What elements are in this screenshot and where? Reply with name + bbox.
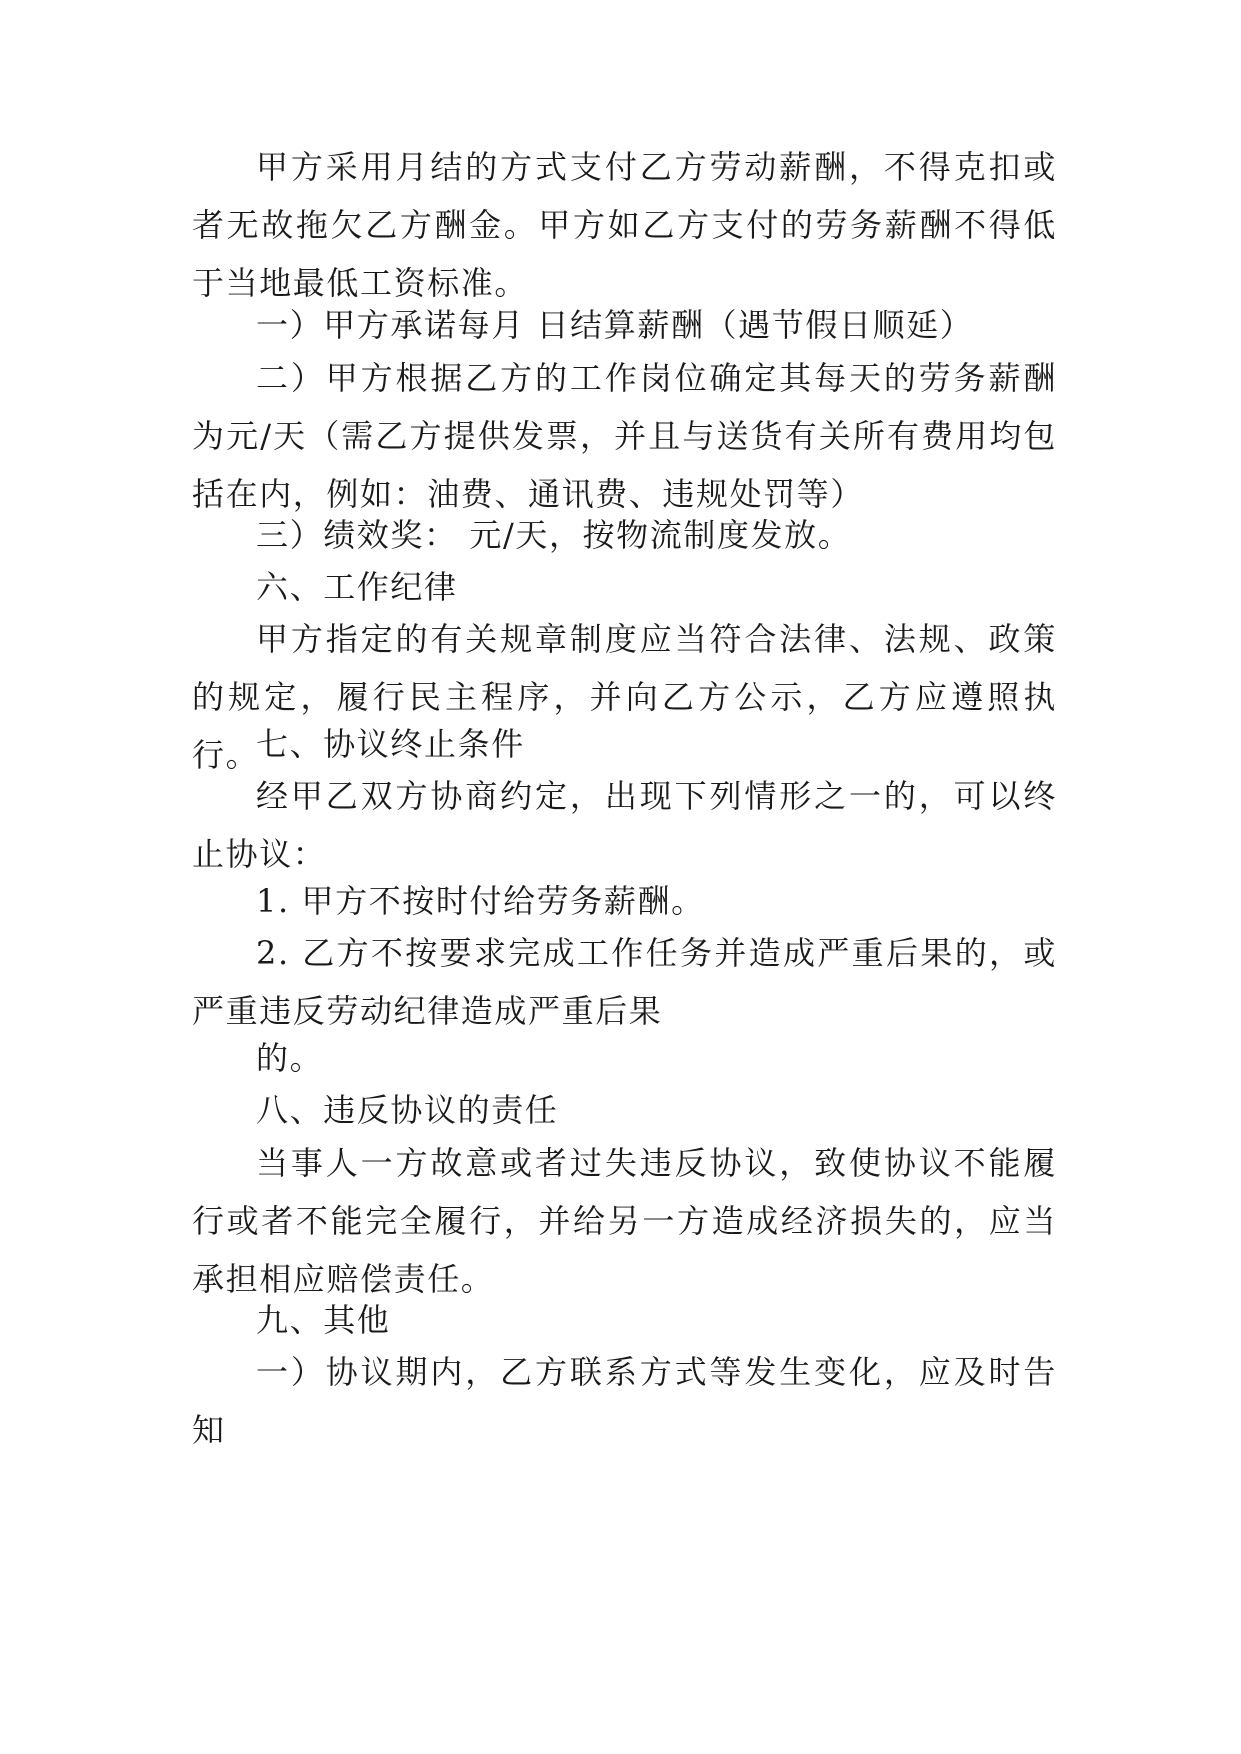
list-item-termination-1: 1. 甲方不按时付给劳务薪酬。 <box>256 882 705 920</box>
paragraph-rules: 甲方指定的有关规章制度应当符合法律、法规、政策的规定，履行民主程序，并向乙方公示，乙方应遵照执行。 <box>192 620 1057 774</box>
paragraph-breach-liability: 当事人一方故意或者过失违反协议，致使协议不能履行或者不能完全履行，并给另一方造成经济损失的，应当承担相应赔偿责任。 <box>192 1144 1057 1298</box>
paragraph-contact-change: 一）协议期内，乙方联系方式等发生变化，应及时告知 <box>192 1353 1057 1449</box>
paragraph-salary-payment: 甲方采用月结的方式支付乙方劳动薪酬，不得克扣或者无故拖欠乙方酬金。甲方如乙方支付的劳务薪酬不得低于当地最低工资标准。 <box>192 148 1057 302</box>
heading-other: 九、其他 <box>256 1301 391 1339</box>
paragraph-performance-bonus: 三）绩效奖： 元/天，按物流制度发放。 <box>256 516 852 554</box>
paragraph-termination-intro: 经甲乙双方协商约定，出现下列情形之一的，可以终止协议： <box>192 777 1057 873</box>
list-item-termination-2: 2. 乙方不按要求完成工作任务并造成严重后果的，或严重违反劳动纪律造成严重后果 <box>192 934 1057 1030</box>
paragraph-settlement-date: 一）甲方承诺每月 日结算薪酬（遇节假日顺延） <box>256 306 974 344</box>
heading-termination-conditions: 七、协议终止条件 <box>256 725 525 763</box>
paragraph-daily-wage: 二）甲方根据乙方的工作岗位确定其每天的劳务薪酬为元/天（需乙方提供发票，并且与送货有关所有费用均包括在内，例如：油费、通讯费、违规处罚等） <box>192 359 1057 513</box>
heading-breach-liability: 八、违反协议的责任 <box>256 1091 559 1129</box>
list-item-termination-2-continued: 的。 <box>256 1039 324 1077</box>
heading-work-discipline: 六、工作纪律 <box>256 568 458 606</box>
